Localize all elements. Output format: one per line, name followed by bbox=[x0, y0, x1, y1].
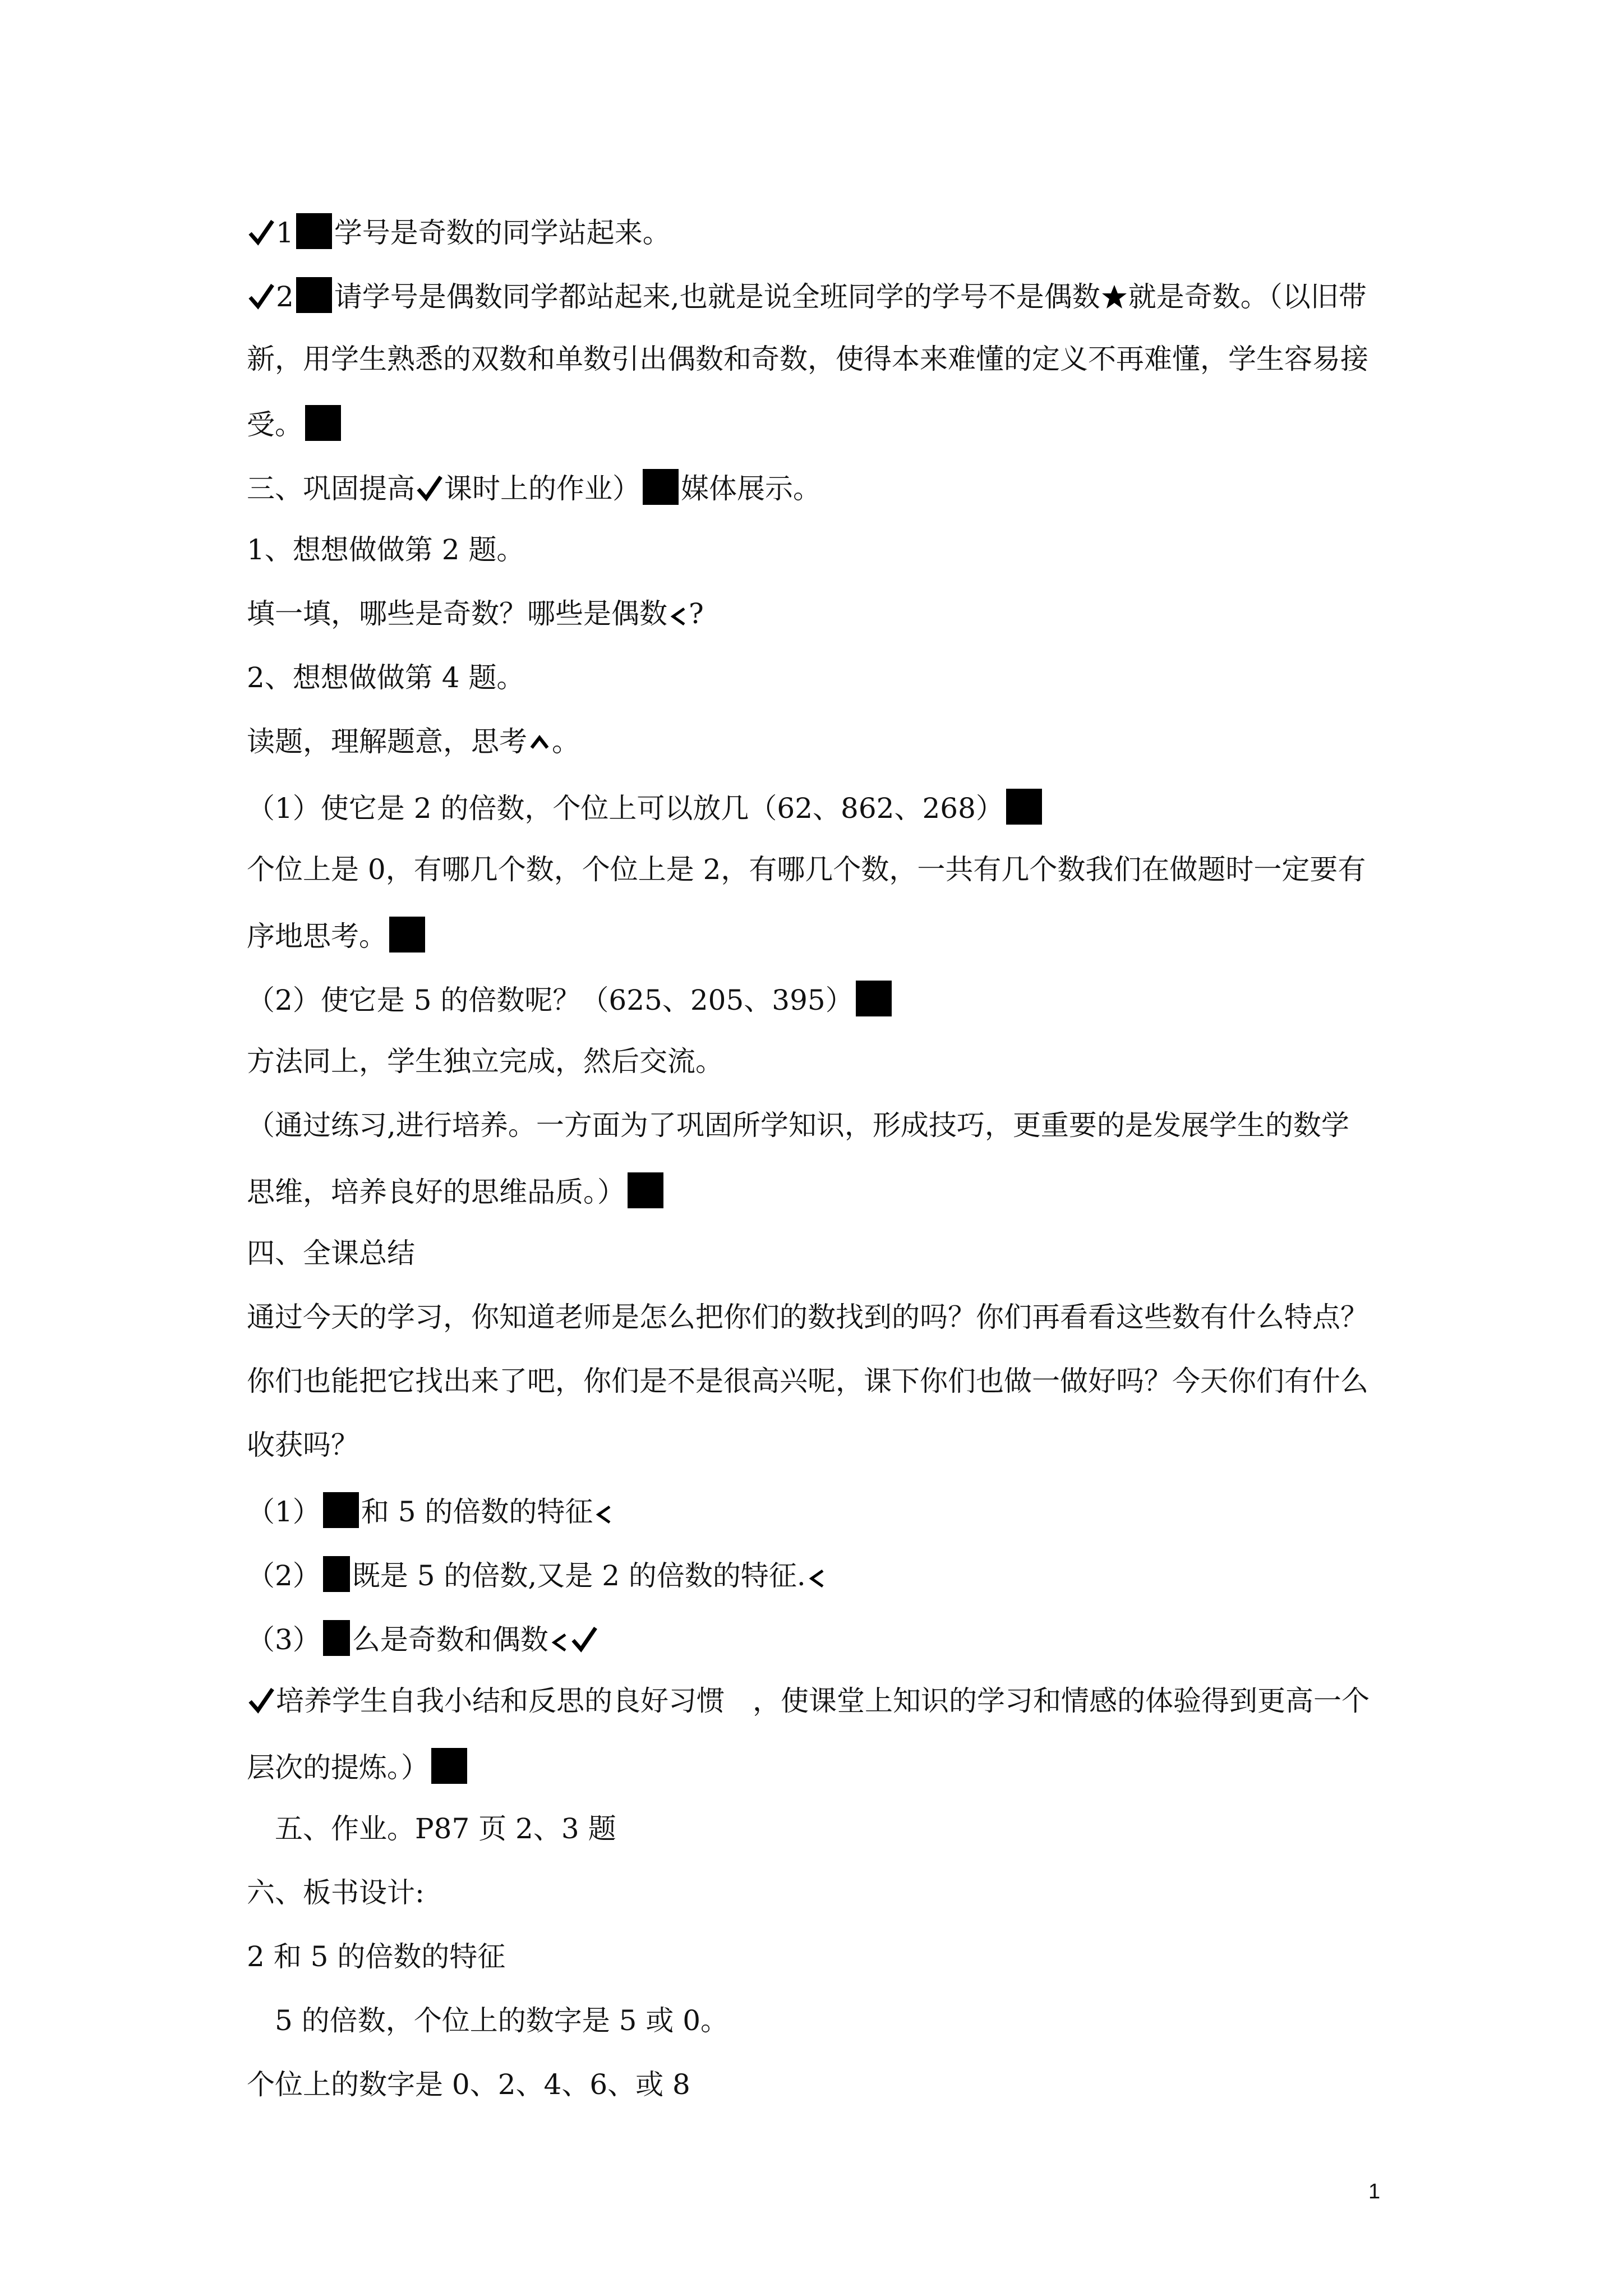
lt-icon bbox=[670, 604, 686, 627]
check-icon bbox=[248, 1686, 275, 1714]
redaction-block bbox=[643, 469, 679, 505]
line-text: 。 bbox=[552, 725, 580, 758]
text-line bbox=[247, 917, 1402, 953]
text-line bbox=[247, 597, 1402, 631]
line-text: 培养学生自我小结和反思的良好习惯 ，使课堂上知识的学习和情感的体验得到更高一个 bbox=[276, 1685, 1370, 1717]
text-line bbox=[247, 1172, 1402, 1209]
text-line: 你们也能把它找出来了吧，你们是不是很高兴呢，课下你们也做一做好吗？今天你们有什么 bbox=[247, 1365, 1368, 1397]
text-line: 2 和 5 的倍数的特征 bbox=[247, 1940, 506, 1973]
section-heading bbox=[247, 469, 1402, 505]
section-heading: 四、全课总结 bbox=[247, 1237, 415, 1269]
line-text: 和 5 的倍数的特征 bbox=[361, 1496, 593, 1528]
text-line bbox=[247, 981, 1402, 1017]
text-line bbox=[247, 277, 1402, 314]
check-icon bbox=[416, 473, 443, 501]
section-heading: 五、作业。P87 页 2、3 题 bbox=[275, 1812, 616, 1845]
text-line bbox=[247, 213, 1402, 250]
redaction-block bbox=[323, 1620, 350, 1656]
redaction-block bbox=[296, 213, 332, 249]
text-line: 方法同上，学生独立完成，然后交流。 bbox=[247, 1045, 723, 1078]
list-item bbox=[247, 1492, 1402, 1529]
page-number: 1 bbox=[1368, 2180, 1381, 2203]
line-text: 2 bbox=[276, 280, 294, 313]
redaction-block bbox=[296, 277, 332, 313]
text-line: 个位上的数字是 0、2、4、6、或 8 bbox=[247, 2068, 690, 2101]
line-text: ? bbox=[689, 597, 704, 630]
text-line bbox=[247, 725, 1402, 758]
line-text: 就是奇数。（以旧带 bbox=[1128, 280, 1367, 313]
text-line: （通过练习,进行培养。一方面为了巩固所学知识，形成技巧，更重要的是发展学生的数学 bbox=[247, 1109, 1349, 1142]
line-text: 读题，理解题意，思考 bbox=[247, 725, 527, 758]
redaction-block bbox=[856, 981, 892, 1016]
text-line: 新，用学生熟悉的双数和单数引出偶数和奇数，使得本来难懂的定义不再难懂，学生容易接 bbox=[247, 343, 1368, 375]
check-icon bbox=[248, 282, 275, 310]
line-text: 三、巩固提高 bbox=[247, 472, 415, 505]
check-icon bbox=[248, 218, 275, 246]
redaction-block bbox=[389, 917, 425, 953]
text-line bbox=[247, 405, 1402, 441]
text-line bbox=[247, 789, 1402, 825]
line-text: （1） bbox=[247, 1496, 321, 1528]
line-text: 受。 bbox=[247, 408, 303, 441]
line-text: 思维，培养良好的思维品质。） bbox=[247, 1176, 625, 1208]
text-line bbox=[247, 1748, 1402, 1784]
redaction-block bbox=[323, 1556, 350, 1592]
text-line: 2、想想做做第 4 题。 bbox=[247, 661, 525, 694]
line-text: （1）使它是 2 的倍数，个位上可以放几（62、862、268） bbox=[247, 792, 1004, 825]
check-icon bbox=[571, 1625, 598, 1653]
redaction-block bbox=[323, 1492, 359, 1528]
text-line bbox=[247, 1684, 1402, 1718]
caret-icon bbox=[529, 733, 550, 750]
line-text: 填一填，哪些是奇数？哪些是偶数 bbox=[247, 597, 667, 630]
text-line: 个位上是 0，有哪几个数，个位上是 2，有哪几个数，一共有几个数我们在做题时一定要有 bbox=[247, 853, 1366, 886]
line-text: 学号是奇数的同学站起来。 bbox=[334, 217, 671, 249]
line-text: （3） bbox=[247, 1623, 321, 1656]
line-text: 1 bbox=[276, 217, 294, 249]
line-text: （2） bbox=[247, 1559, 321, 1592]
line-text: 请学号是偶数同学都站起来,也就是说全班同学的学号不是偶数 bbox=[334, 280, 1100, 313]
line-text: 课时上的作业） bbox=[444, 472, 640, 505]
redaction-block bbox=[431, 1748, 467, 1784]
text-line: 5 的倍数，个位上的数字是 5 或 0。 bbox=[275, 2004, 729, 2037]
text-line: 通过今天的学习，你知道老师是怎么把你们的数找到的吗？你们再看看这些数有什么特点？ bbox=[247, 1301, 1368, 1333]
line-text: 么是奇数和偶数 bbox=[352, 1623, 548, 1656]
line-text: 媒体展示。 bbox=[681, 472, 821, 505]
redaction-block bbox=[305, 405, 341, 441]
lt-icon bbox=[595, 1502, 612, 1525]
line-text: 层次的提炼。） bbox=[247, 1751, 429, 1784]
lt-icon bbox=[808, 1566, 825, 1589]
section-heading: 六、板书设计: bbox=[247, 1876, 425, 1909]
lt-icon bbox=[551, 1630, 568, 1653]
redaction-block bbox=[1006, 789, 1042, 825]
text-line: 1、想想做做第 2 题。 bbox=[247, 533, 525, 566]
text-line: 收获吗？ bbox=[247, 1429, 359, 1461]
redaction-block bbox=[628, 1172, 663, 1208]
list-item bbox=[247, 1620, 1402, 1657]
list-item bbox=[247, 1556, 1402, 1593]
line-text: 序地思考。 bbox=[247, 920, 387, 953]
line-text: 既是 5 的倍数,又是 2 的倍数的特征. bbox=[352, 1559, 806, 1592]
line-text: （2）使它是 5 的倍数呢？（625、205、395） bbox=[247, 984, 854, 1016]
star-icon bbox=[1101, 284, 1127, 310]
